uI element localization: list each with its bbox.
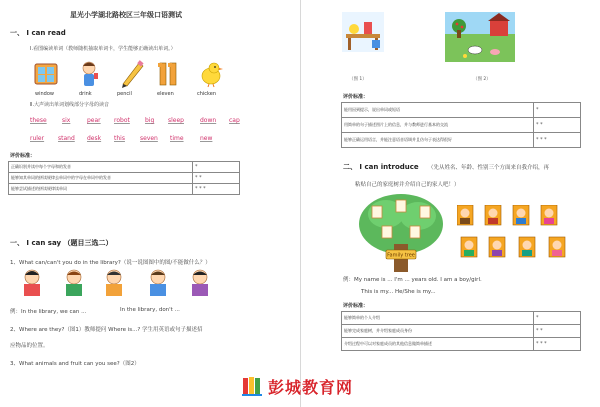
- eval-criterion: 能够正确运用语言，并能注意语音语调并且仿句子表达得很好: [342, 133, 534, 148]
- phonics-word: seven: [140, 135, 158, 142]
- portrait-father-icon: [513, 205, 529, 225]
- question-2: 2、Where are they?（图1）教师提问 Where is...? 学生用英语或句子描述招: [10, 327, 203, 333]
- tree-sign-text: Family tree: [387, 252, 415, 259]
- eval-criterion: 能够尝试描述的拼读规律读单词: [9, 184, 193, 195]
- eval-criterion: 正确识别并读中每个字母和的发音: [9, 162, 193, 173]
- word-label-5: chicken: [197, 91, 217, 97]
- portrait-grandpa-icon: [457, 205, 473, 225]
- watermark-text: 彭城教育网: [268, 377, 354, 397]
- eval-stars: *: [193, 162, 240, 173]
- document-page-right: [301, 0, 600, 407]
- table-row: [9, 173, 240, 184]
- instruction-part1: Ⅰ.看图编读单词（教师随机抽取单词卡，学生能够正确读出单词。）: [30, 46, 176, 52]
- eval-stars: * * *: [534, 338, 581, 351]
- phonics-word: this: [114, 135, 125, 142]
- phonics-word: these: [30, 117, 47, 124]
- family-tree-picture: [356, 192, 446, 276]
- eval-stars: * *: [193, 173, 240, 184]
- figure-1-caption: （图 1）: [349, 77, 367, 82]
- table-row: [342, 103, 581, 118]
- eval-stars: *: [534, 103, 581, 118]
- word-label-4: eleven: [157, 91, 174, 97]
- portrait-aunt-icon: [489, 237, 505, 257]
- eval-criterion: 能够简单的个人介绍: [342, 312, 534, 325]
- section-heading-say: 一、 I can say （题目三选二）: [10, 239, 113, 247]
- table-row: [342, 312, 581, 325]
- eval-criterion: 用简单的句子描述图片上的信息，并与教师进行基本的交流: [342, 118, 534, 133]
- phonics-word: down: [200, 117, 217, 124]
- portrait-grandma-icon: [485, 205, 501, 225]
- phonics-word: pear: [87, 117, 101, 124]
- example-1a: 例：In the library, we can ...: [10, 309, 87, 315]
- eval-criterion: 介绍过程中可以对家庭成员的其他信息做简单描述: [342, 338, 534, 351]
- section-introduce-instruction-cont: 粘贴自己的家庭树并介绍自己的家人吧！）: [355, 182, 460, 188]
- table-row: [342, 338, 581, 351]
- section-heading-introduce: 二、 I can introduce: [343, 163, 419, 171]
- phonics-word: time: [170, 135, 184, 142]
- section-heading-read: 一、 I can read: [10, 29, 66, 37]
- picture-row: [33, 60, 243, 88]
- eval-label: 评价标准：: [10, 153, 36, 159]
- portrait-sister-icon: [549, 237, 565, 257]
- example-3a: 例：My name is ... I'm ... years old. I am a boy/girl.: [343, 277, 482, 283]
- word-label-1: window: [35, 91, 54, 97]
- child-reading-icon: [24, 270, 40, 296]
- question-1: 1、What can/can't you do in the library?（说一说图图中的图/不能做什么？）: [10, 260, 211, 266]
- eval-stars: * *: [534, 325, 581, 338]
- window-icon: [35, 64, 57, 84]
- figure-1-classroom-picture: [342, 12, 384, 52]
- pencil-icon: [122, 60, 144, 88]
- eval-stars: *: [534, 312, 581, 325]
- portrait-brother-icon: [519, 237, 535, 257]
- eval-stars: * * *: [534, 133, 581, 148]
- table-row: [9, 162, 240, 173]
- word-label-2: drink: [79, 91, 92, 97]
- phonics-word: stand: [58, 135, 75, 142]
- children-activity-pictures: [20, 268, 220, 298]
- eval-table-say: [341, 102, 581, 148]
- question-2-cont: 应物品的位置。: [10, 343, 49, 349]
- chicken-icon: [202, 63, 223, 87]
- eleven-icon: [158, 63, 176, 85]
- watermark-logo: [240, 374, 353, 398]
- family-portraits: [457, 205, 583, 265]
- table-row: [342, 118, 581, 133]
- question-3: 3、What animals and fruit can you see?（图2）: [10, 361, 140, 367]
- section-introduce-instruction: （先从姓名、年龄、性别三个方面来自我介绍，再: [428, 165, 550, 171]
- phonics-word: desk: [87, 135, 102, 142]
- page-title: 星光小学湖北路校区三年级口语测试: [70, 11, 182, 19]
- portrait-uncle-icon: [461, 237, 477, 257]
- child-running-icon: [150, 270, 166, 296]
- instruction-part2: Ⅱ.大声读出单词划线部分字母的读音: [30, 102, 110, 108]
- eval-label: 评价标准：: [343, 94, 369, 100]
- portrait-mother-icon: [541, 205, 557, 225]
- eval-table-introduce: [341, 311, 581, 351]
- eval-criterion: 能用因到提示，说出单词或短语: [342, 103, 534, 118]
- example-3b: This is my... He/She is my...: [361, 289, 436, 295]
- child-talking-icon: [106, 270, 122, 296]
- phonics-word: big: [145, 117, 155, 124]
- eval-stars: * * *: [193, 184, 240, 195]
- word-label-3: pencil: [117, 91, 132, 97]
- eval-label: 评价标准：: [343, 303, 369, 309]
- eval-stars: * *: [534, 118, 581, 133]
- table-row: [342, 133, 581, 148]
- example-1b: In the library, don't ...: [120, 307, 180, 313]
- figure-2-farm-picture: [445, 12, 515, 62]
- eval-criterion: 能够完成家庭树，并介绍家庭成员身份: [342, 325, 534, 338]
- table-row: [342, 325, 581, 338]
- book-logo-icon: [240, 374, 264, 398]
- drink-icon: [83, 62, 98, 86]
- phonics-word: sleep: [168, 117, 184, 124]
- figure-2-caption: （图 2）: [473, 77, 491, 82]
- child-writing-icon: [192, 270, 208, 296]
- eval-criterion: 能够知其单词的拼读规律去单词中的字母在单词中的发音: [9, 173, 193, 184]
- phonics-word: ruler: [30, 135, 45, 142]
- eval-table-read: [8, 161, 240, 195]
- phonics-word: new: [200, 135, 213, 142]
- table-row: [9, 184, 240, 195]
- phonics-word: robot: [114, 117, 130, 124]
- phonics-word: six: [62, 117, 71, 124]
- child-eating-icon: [66, 270, 82, 296]
- phonics-word: cap: [229, 117, 240, 124]
